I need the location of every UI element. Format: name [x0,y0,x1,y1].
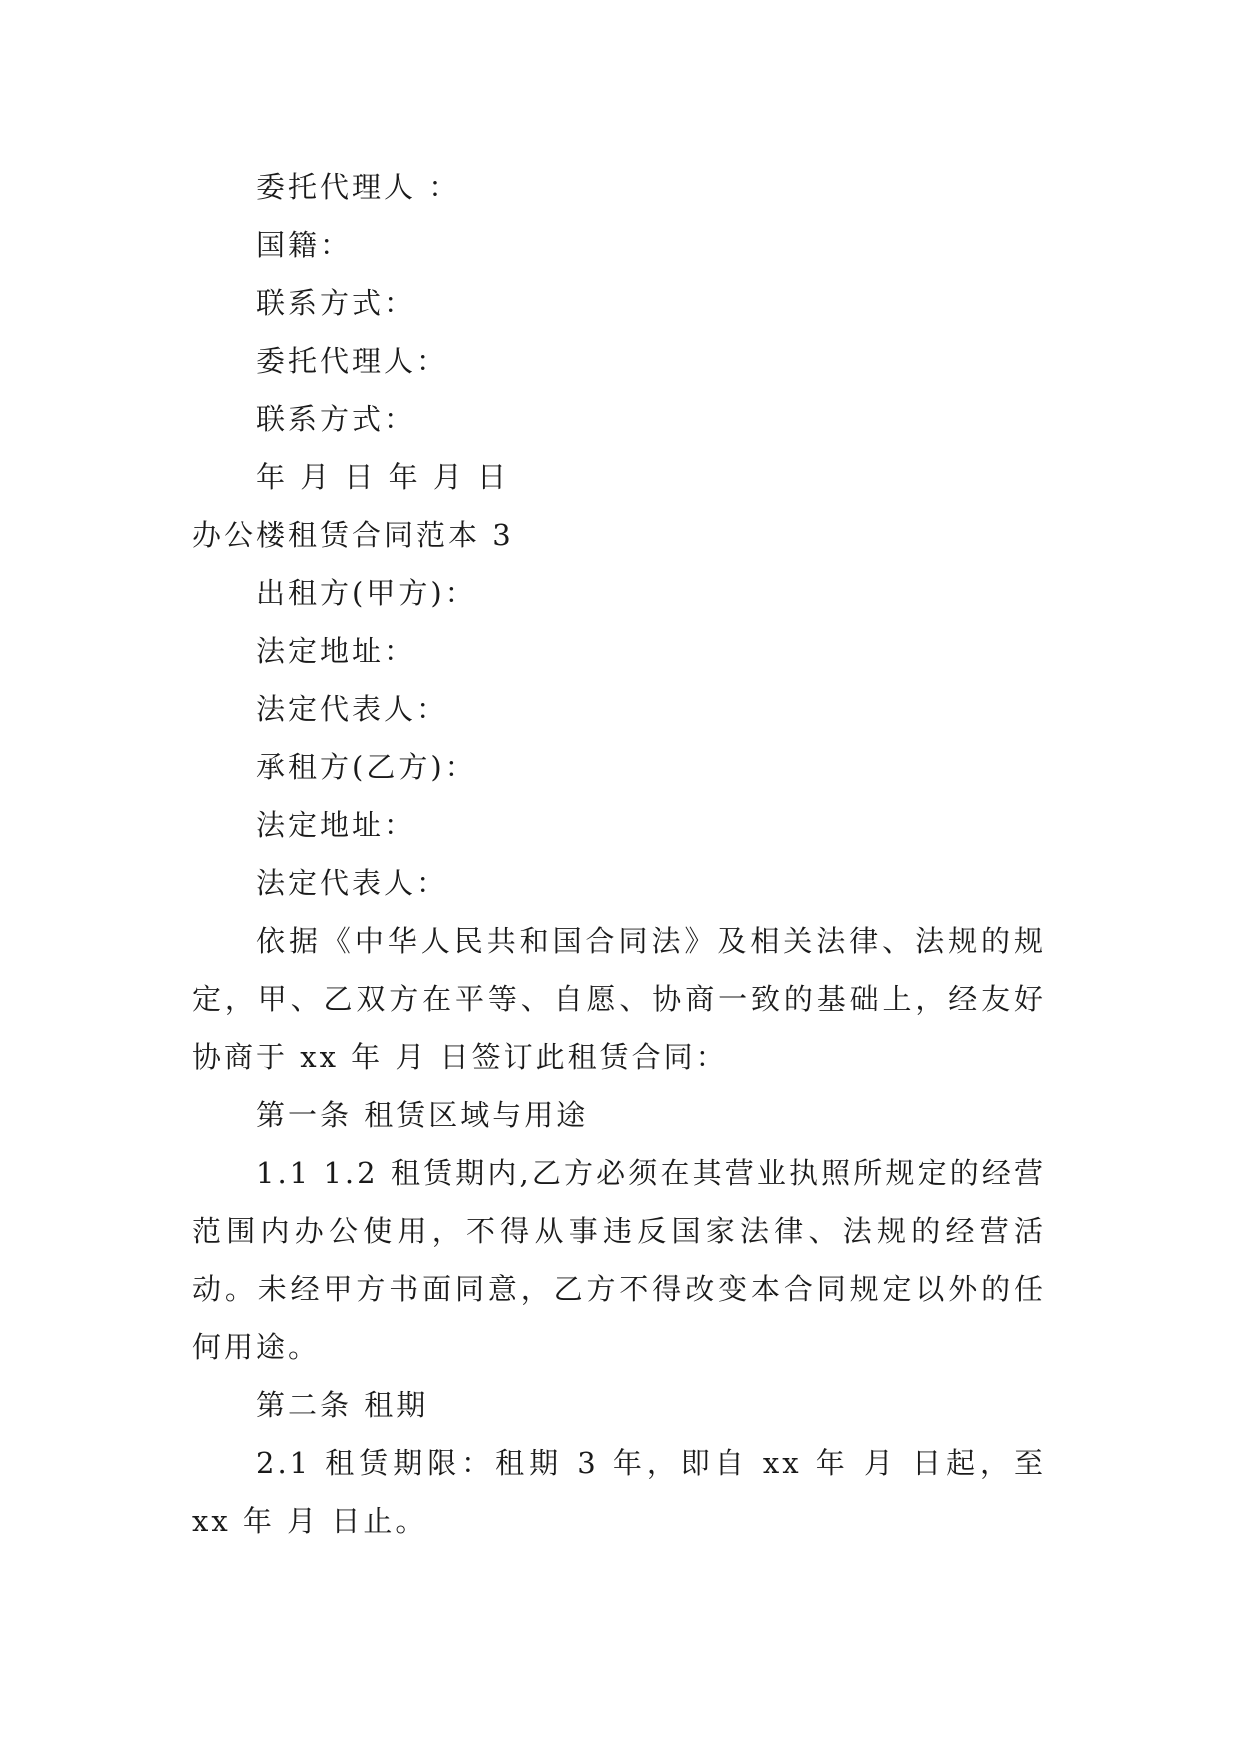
party-b-label: 承租方(乙方)： [256,750,477,784]
document-body [192,158,1046,1550]
party-a-representative: 法定代表人： [256,692,449,726]
article-1-body: 1.1 1.2 租赁期内,乙方必须在其营业执照所规定的经营范围内办公使用，不得从事违反国家法律、法规的经营活动。未经甲方书面同意，乙方不得改变本合同规定以外的任何用途。 [192,1156,1046,1364]
text-line-contact: 联系方式： [256,286,417,320]
text-line-nationality: 国籍： [256,228,353,262]
text-line-contact-2: 联系方式： [256,402,417,436]
party-b-representative: 法定代表人： [256,866,449,900]
article-2-title: 第二条 租期 [256,1388,429,1422]
article-1-title: 第一条 租赁区域与用途 [256,1098,589,1132]
party-a-address: 法定地址： [256,634,417,668]
paragraph-basis: 依据《中华人民共和国合同法》及相关法律、法规的规定，甲、乙双方在平等、自愿、协商一致的基础上，经友好协商于 xx 年 月 日签订此租赁合同： [192,924,1046,1074]
document-heading: 办公楼租赁合同范本 3 [192,518,514,552]
party-b-address: 法定地址： [256,808,417,842]
party-a-label: 出租方(甲方)： [256,576,477,610]
text-line-dates: 年 月 日 年 月 日 [256,460,510,494]
text-line-agent-2: 委托代理人： [256,344,449,378]
article-2-body: 2.1 租赁期限：租期 3 年，即自 xx 年 月 日起，至 xx 年 月 日止。 [192,1446,1046,1538]
text-line-agent: 委托代理人 ： [256,170,461,204]
